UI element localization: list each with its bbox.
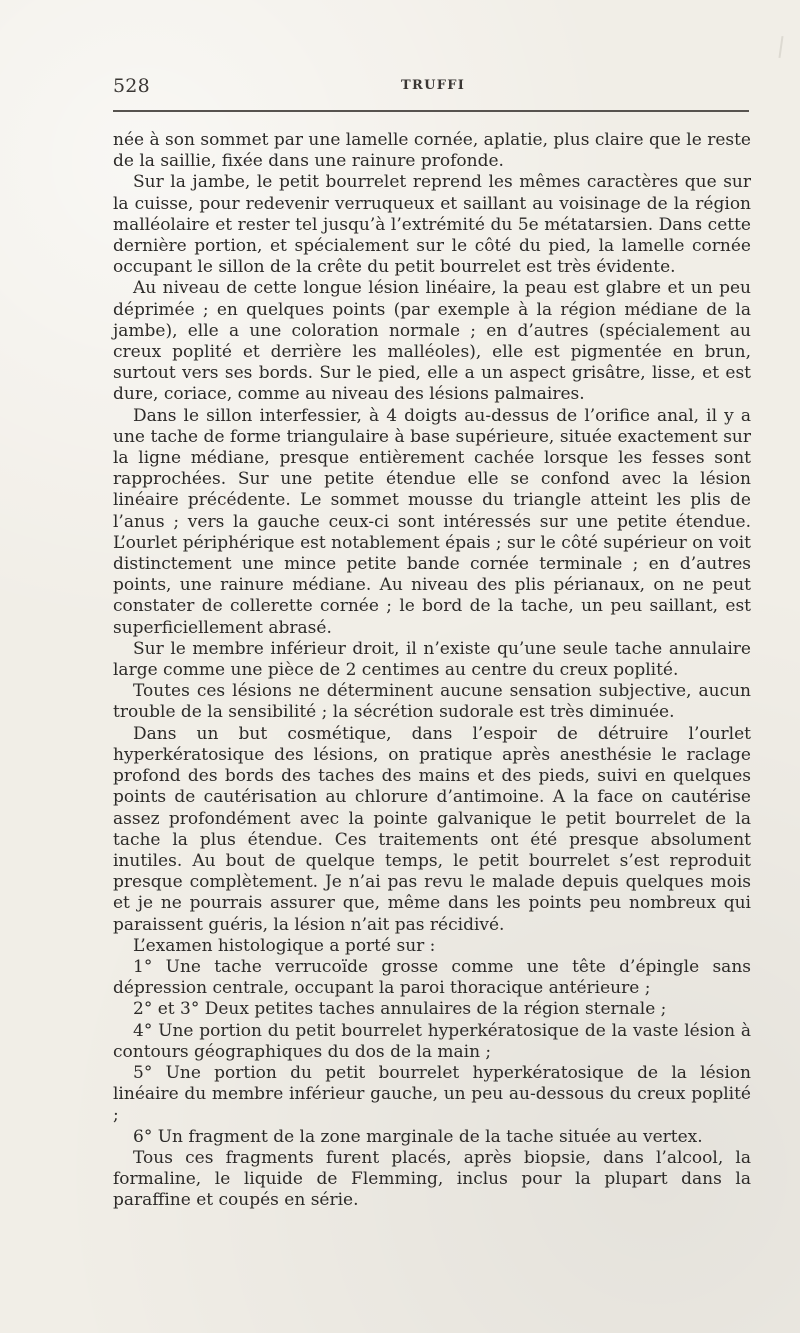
paragraph-skin-level: Au niveau de cette longue lésion linéaire, la peau est glabre et un peu déprimée ; en quelques points (par exemple à la région médiane de la jambe), elle a une coloration normale ; en d’autres (spécialement au creux poplité et derrière les malléoles), elle est pigmentée en brun, surtout vers ses bords. Sur le pied, elle a un aspect grisâtre, lisse, et est dure, coriace, comme au niveau des lésions palmaires.	[113, 278, 751, 405]
paper-mark	[778, 36, 783, 58]
paragraph-sensation: Toutes ces lésions ne déterminent aucune sensation subjective, aucun trouble de la sensibilité ; la sécrétion sudorale est très diminuée.	[113, 681, 751, 723]
list-item-6: 6° Un fragment de la zone marginale de la tache située au vertex.	[133, 1126, 703, 1147]
list-item-2-3: 2° et 3° Deux petites taches annulaires de la région sternale ;	[133, 999, 667, 1020]
list-item-5: 5° Une portion du petit bourrelet hyperkératosique de la lésion linéaire du membre inférieur gauche, un peu au-dessous du creux poplité ;	[113, 1062, 751, 1126]
list-item-4: 4° Une portion du petit bourrelet hyperkératosique de la vaste lésion à contours géographiques du dos de la main ;	[113, 1020, 751, 1062]
paragraph-interfessier: Dans le sillon interfessier, à 4 doigts au-dessus de l’orifice anal, il y a une tache de forme triangulaire à base supérieure, située exactement sur la ligne médiane, presque entièrement cachée lorsque les fesses sont rapprochées. Sur une petite étendue elle se confond avec la lésion linéaire précédente. Le sommet mousse du triangle atteint les plis de l’anus ; vers la gauche ceux-ci sont intéressés sur une petite étendue. L’ourlet périphérique est notablement épais ; sur le côté supérieur on voit distinctement une mince petite bande cornée terminale ; en d’autres points, une rainure médiane. Au niveau des plis périanaux, on ne peut constater de collerette cornée ; le bord de la tache, un peu saillant, est superficiellement abrasé.	[113, 405, 751, 638]
list-item-1: 1° Une tache verrucoïde grosse comme une tête d’épingle sans dépression centrale, occupant la paroi thoracique antérieure ;	[113, 956, 751, 999]
header-rule	[113, 110, 749, 112]
page-number: 528	[113, 75, 150, 97]
paragraph-continuation: née à son sommet par une lamelle cornée, aplatie, plus claire que le reste de la saillie, fixée dans une rainure profonde.	[113, 130, 751, 172]
paragraph-leg-lesion: Sur la jambe, le petit bourrelet reprend les mêmes caractères que sur la cuisse, pour redevenir verruqueux et saillant au voisinage de la région malléolaire et rester tel jusqu’à l’extrémité du 5e métatarsien. Dans cette dernière portion, et spécialement sur le côté du pied, la lamelle cornée occupant le sillon de la crête du petit bourrelet est très évidente.	[113, 172, 751, 278]
paragraph-right-limb: Sur le membre inférieur droit, il n’existe qu’une seule tache annulaire large comme une pièce de 2 centimes au centre du creux poplité.	[113, 638, 751, 681]
running-head: TRUFFI	[401, 78, 466, 93]
text-block	[113, 130, 751, 1211]
paragraph-fragments: Tous ces fragments furent placés, après biopsie, dans l’alcool, la formaline, le liquide de Flemming, inclus pour la plupart dans la paraffine et coupés en série.	[113, 1147, 751, 1211]
paragraph-exam-intro: L’examen histologique a porté sur :	[133, 935, 436, 956]
page-header	[113, 76, 751, 102]
paragraph-treatment: Dans un but cosmétique, dans l’espoir de détruire l’ourlet hyperkératosique des lésions, on pratique après anesthésie le raclage profond des bords des taches des mains et des pieds, suivi en quelques points de cautérisation au chlorure d’antimoine. A la face on cautérise assez profondément avec la pointe galvanique le petit bourrelet de la tache la plus étendue. Ces traitements ont été presque absolument inutiles. Au bout de quelque temps, le petit bourrelet s’est reproduit presque complètement. Je n’ai pas revu le malade depuis quelques mois et je ne pourrais assurer que, même dans les points peu nombreux qui paraissent guéris, la lésion n’ait pas récidivé.	[113, 723, 751, 935]
